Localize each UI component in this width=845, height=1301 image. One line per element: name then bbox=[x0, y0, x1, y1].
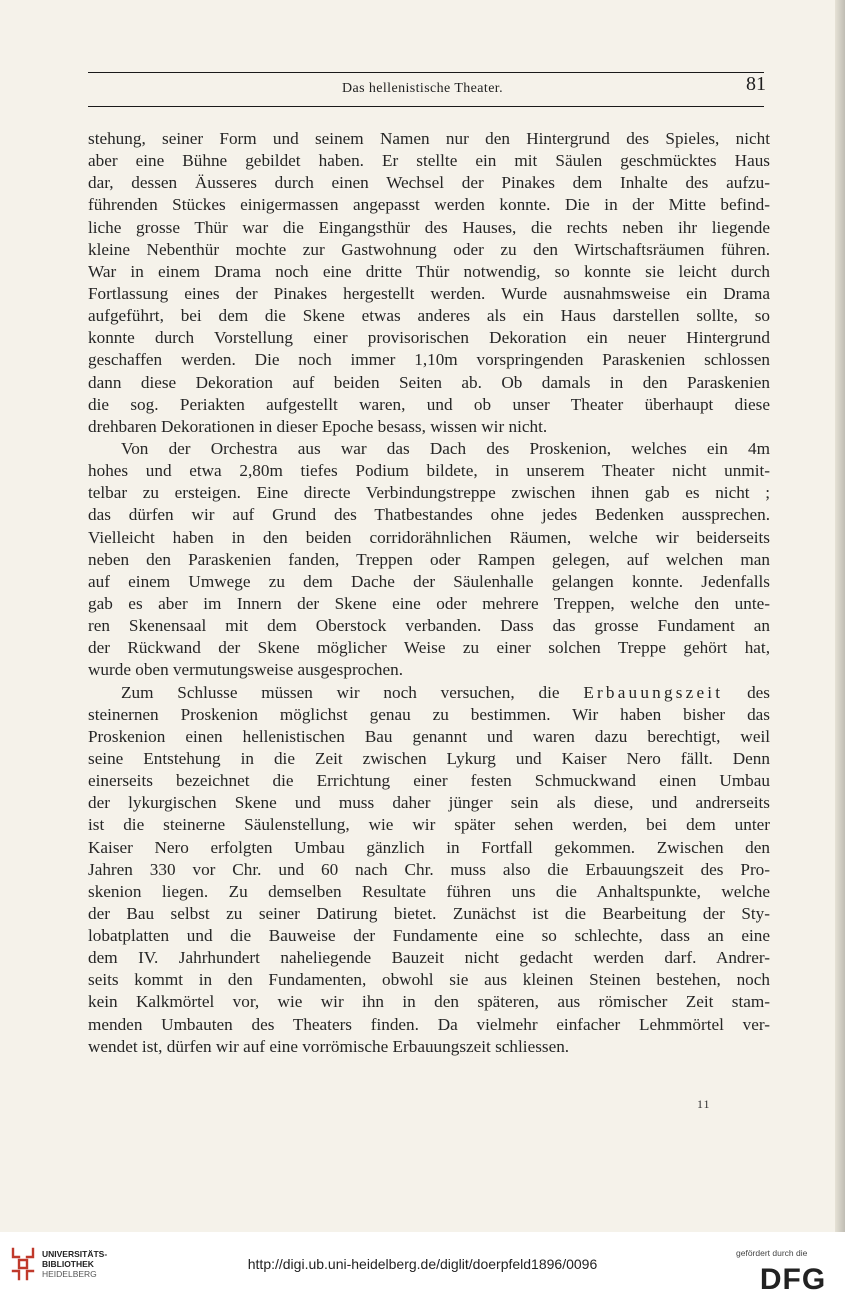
text-segment: des bbox=[723, 682, 770, 702]
text-line: auf einem Umwege zu dem Dache der Säulenhalle gelangen konnte. Jedenfalls bbox=[88, 571, 770, 591]
text-line: neben den Paraskenien fanden, Treppen oder Rampen gelegen, auf welchen man bbox=[88, 549, 770, 569]
text-line: der Rückwand der Skene möglicher Weise zu einer solchen Treppe gehört hat, bbox=[88, 638, 770, 658]
text-line-with-spaced-term bbox=[88, 682, 770, 704]
dfg-logo-text: DFG bbox=[759, 1264, 827, 1292]
text-line: steinernen Proskenion möglichst genau zu bestimmen. Wir haben bisher das bbox=[88, 704, 770, 724]
text-line: aber eine Bühne gebildet haben. Er stellte ein mit Säulen geschmücktes Haus bbox=[88, 151, 770, 171]
text-line: führenden Stückes einigermassen angepasst werden konnte. Die in der Mitte befind- bbox=[88, 195, 770, 215]
header-rule-bottom bbox=[88, 106, 764, 107]
text-line: menden Umbauten des Theaters finden. Da vielmehr einfacher Lehmmörtel ver- bbox=[88, 1014, 770, 1034]
text-line: drehbaren Dekorationen in dieser Epoche besass, wissen wir nicht. bbox=[88, 416, 548, 436]
text-line: ren Skenensaal mit dem Oberstock verbanden. Dass das grosse Fundament an bbox=[88, 616, 770, 636]
permalink-url[interactable]: http://digi.ub.uni-heidelberg.de/diglit/doerpfeld1896/0096 bbox=[247, 1256, 598, 1272]
text-line: kleine Nebenthür mochte zur Gastwohnung oder zu den Wirtschaftsräumen führen. bbox=[88, 239, 770, 259]
text-line: seits kommt in den Fundamenten, obwohl sie aus kleinen Steinen bestehen, noch bbox=[88, 970, 770, 990]
text-line: die sog. Periakten aufgestellt waren, und ob unser Theater überhaupt diese bbox=[88, 394, 770, 414]
text-line: Proskenion einen hellenistischen Bau genannt und waren dazu berechtigt, weil bbox=[88, 726, 770, 746]
page-number: 81 bbox=[746, 73, 766, 95]
paragraph-3 bbox=[88, 682, 770, 1058]
text-line: konnte durch Vorstellung einer provisorischen Dekoration ein neuer Hintergrund bbox=[88, 328, 770, 348]
funding-label: gefördert durch die bbox=[736, 1248, 808, 1258]
text-line: Vielleicht haben in den beiden corridorähnlichen Räumen, welche wir beiderseits bbox=[88, 527, 770, 547]
text-line: gab es aber im Innern der Skene eine oder mehrere Treppen, welche den unte- bbox=[88, 593, 770, 613]
text-line: telbar zu ersteigen. Eine directe Verbindungstreppe zwischen ihnen gab es nicht ; bbox=[88, 483, 770, 503]
text-line: stehung, seiner Form und seinem Namen nur den Hintergrund des Spieles, nicht bbox=[88, 129, 770, 148]
text-line: geschaffen werden. Die noch immer 1,10m vorspringenden Paraskenien schlossen bbox=[88, 350, 770, 370]
sheet-signature: 11 bbox=[697, 1097, 711, 1111]
page-edge-shadow bbox=[835, 0, 845, 1232]
text-line: lobatplatten und die Bauweise der Fundamente eine so schlechte, dass an eine bbox=[88, 926, 770, 946]
text-line: liche grosse Thür war die Eingangsthür des Hauses, die rechts neben ihr liegende bbox=[88, 217, 770, 237]
text-line: wendet ist, dürfen wir auf eine vorrömische Erbauungszeit schliessen. bbox=[88, 1036, 570, 1056]
text-line: dem IV. Jahrhundert naheliegende Bauzeit nicht gedacht werden darf. Andrer- bbox=[88, 948, 770, 968]
library-name-line: UNIVERSITÄTS- bbox=[42, 1249, 108, 1259]
library-name-line: HEIDELBERG bbox=[42, 1269, 97, 1279]
text-line: seine Entstehung in die Zeit zwischen Lykurg und Kaiser Nero fällt. Denn bbox=[88, 748, 770, 768]
text-line: wurde oben vermutungsweise ausgesprochen. bbox=[88, 660, 404, 680]
body-text bbox=[88, 128, 770, 1058]
text-line: einerseits bezeichnet die Errichtung einer festen Schmuckwand einen Umbau bbox=[88, 771, 770, 791]
text-line: der lykurgischen Skene und muss daher jünger sein als diese, und andrerseits bbox=[88, 793, 770, 813]
text-line: kein Kalkmörtel vor, wie wir ihn in den späteren, aus römischer Zeit stam- bbox=[88, 992, 770, 1012]
text-line: Kaiser Nero erfolgten Umbau gänzlich in Fortfall gekommen. Zwischen den bbox=[88, 837, 770, 857]
text-line: aufgeführt, bei dem die Skene etwas anderes als ein Haus darstellen sollte, so bbox=[88, 306, 770, 326]
text-line: dar, dessen Äusseres durch einen Wechsel der Pinakes dem Inhalte des aufzu- bbox=[88, 173, 770, 193]
header-rule-top bbox=[88, 72, 764, 73]
text-line: hohes und etwa 2,80m tiefes Podium bildete, in unserem Theater nicht unmit- bbox=[88, 461, 770, 481]
text-line: skenion liegen. Zu demselben Resultate führen uns die Anhaltspunkte, welche bbox=[88, 881, 770, 901]
paragraph-2 bbox=[88, 438, 770, 682]
running-title: Das hellenistische Theater. bbox=[342, 81, 503, 96]
text-line: das dürfen wir auf Grund des Thatbestandes ohne jedes Bedenken aussprechen. bbox=[88, 505, 770, 525]
viewer-footer bbox=[0, 1232, 845, 1301]
text-line: War in einem Drama noch eine dritte Thür notwendig, so konnte sie leicht durch bbox=[88, 261, 770, 281]
dfg-logo bbox=[752, 1264, 834, 1292]
text-line: Jahren 330 vor Chr. und 60 nach Chr. muss also die Erbauungszeit des Pro- bbox=[88, 859, 770, 879]
text-line: dann diese Dekoration auf beiden Seiten ab. Ob damals in den Paraskenien bbox=[88, 372, 770, 392]
text-line: der Bau selbst zu seiner Datirung bietet. Zunächst ist die Bearbeitung der Sty- bbox=[88, 903, 770, 923]
text-line: ist die steinerne Säulenstellung, wie wir später sehen werden, bei dem unter bbox=[88, 815, 770, 835]
spaced-emphasis-term: Erbauungszeit bbox=[583, 682, 724, 702]
text-segment: Zum Schlusse müssen wir noch versuchen, die bbox=[121, 682, 584, 702]
paragraph-1 bbox=[88, 128, 770, 438]
library-name-line: BIBLIOTHEK bbox=[42, 1259, 94, 1269]
text-line: Fortlassung eines der Pinakes hergestellt werden. Wurde ausnahmsweise ein Drama bbox=[88, 283, 770, 303]
text-line: Von der Orchestra aus war das Dach des Proskenion, welches ein 4m bbox=[121, 438, 770, 458]
